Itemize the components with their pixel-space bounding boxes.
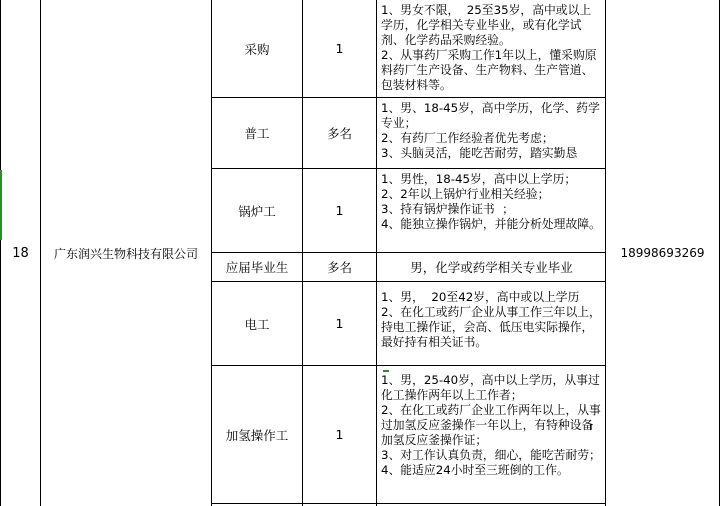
job-title: 采购 <box>244 41 270 57</box>
requirement-line: 2、2年以上锅炉行业相关经验； <box>381 187 550 201</box>
job-requirements <box>378 373 604 503</box>
job-requirements <box>378 290 604 365</box>
job-title: 电工 <box>244 316 270 332</box>
requirement-line: 男，化学或药学相关专业毕业 <box>410 259 573 275</box>
job-count: 1 <box>335 41 344 56</box>
requirement-line: 3、头脑灵活，能吃苦耐劳，踏实勤恳 <box>381 146 578 160</box>
requirement-line: 2、在化工或药厂企业从事工作三年以上，持电工操作证，会高、低压电实际操作，最好持有相关证书。 <box>381 305 601 349</box>
company-name: 广东润兴生物科技有限公司 <box>53 246 198 261</box>
requirement-line: 1、男性，18-45岁，高中以上学历； <box>381 172 577 186</box>
job-title: 应届毕业生 <box>225 260 289 275</box>
requirement-line: 2、有药厂工作经验者优先考虑； <box>381 131 554 145</box>
job-title: 锅炉工 <box>238 203 276 219</box>
job-requirements <box>378 3 604 97</box>
requirement-line: 1、男，25-40岁，高中以上学历，从事过化工操作两年以上工作者； <box>381 373 600 402</box>
job-requirements <box>378 253 604 281</box>
requirement-line: 4、能适应24小时至三班倒的工作。 <box>381 463 569 477</box>
requirement-line: 4、能独立操作锅炉，并能分析处理故障。 <box>381 217 601 231</box>
job-count: 多名 <box>326 126 352 141</box>
job-title: 加氢操作工 <box>225 427 289 443</box>
requirement-line: 1、男， 20至42岁，高中或以上学历 <box>381 290 580 304</box>
requirement-line: 3、持有锅炉操作证书 ； <box>381 202 514 216</box>
requirement-line: 1、男女不限， 25至35岁，高中或以上学历，化学相关专业毕业，或有化学试剂、化学药品采购经验。 <box>381 3 592 47</box>
job-requirements <box>378 101 604 168</box>
requirement-line: 3、对工作认真负责，细心，能吃苦耐劳； <box>381 448 601 462</box>
row-index: 18 <box>12 245 29 261</box>
requirement-line: 1、男、18-45岁，高中学历，化学、药学专业； <box>381 101 600 130</box>
cell-marker <box>383 370 389 372</box>
job-requirements <box>378 172 604 252</box>
grid-vline <box>376 0 377 506</box>
contact-phone: 18998693269 <box>620 246 705 260</box>
job-count: 1 <box>335 203 344 218</box>
job-count: 1 <box>335 427 344 442</box>
job-title: 普工 <box>244 126 270 141</box>
requirement-line: 2、从事药厂采购工作1年以上，懂采购原料药厂生产设备、生产物料、生产管道、包装材料等。 <box>381 48 597 92</box>
requirement-line: 2、在化工或药厂企业工作两年以上，从事过加氢反应釜操作一年以上，有特种设备加氢反应釜操作证； <box>381 403 601 447</box>
job-count: 多名 <box>326 260 352 275</box>
grid-hline <box>211 503 606 504</box>
job-count: 1 <box>335 316 344 331</box>
